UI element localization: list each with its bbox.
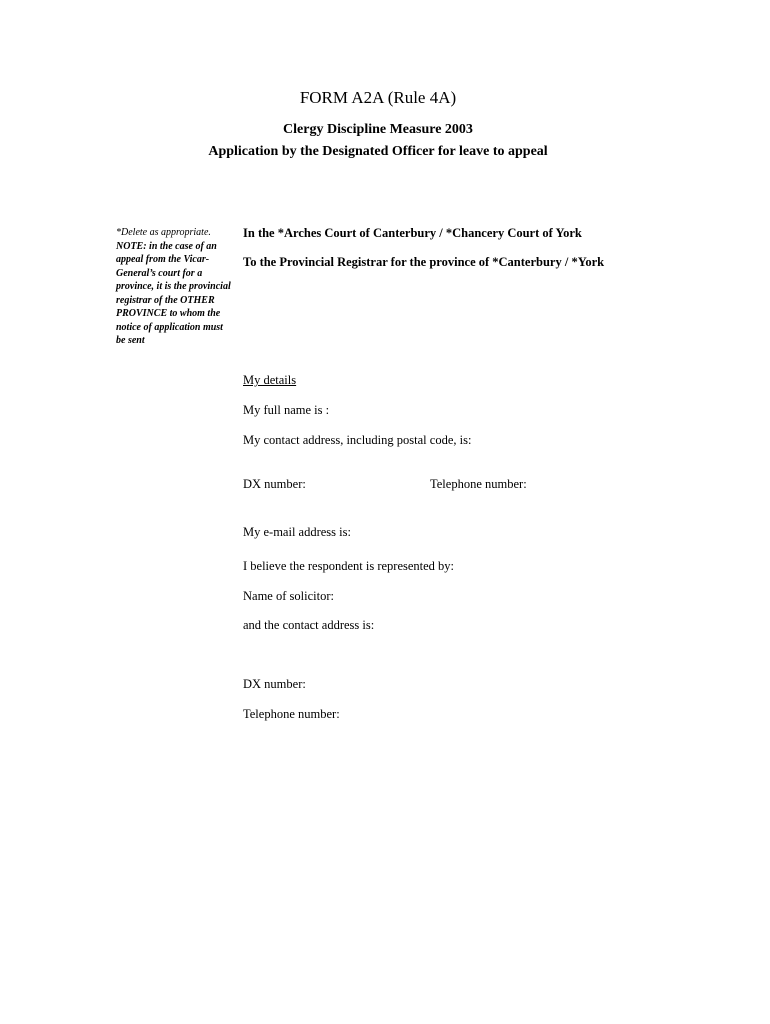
measure-title: Clergy Discipline Measure 2003: [283, 122, 473, 137]
solicitor-name-label: Name of solicitor:: [243, 589, 334, 603]
dx-number-label: DX number:: [243, 477, 306, 491]
application-title: Application by the Designated Officer for leave to appeal: [208, 144, 548, 159]
registrar-line: To the Provincial Registrar for the province of *Canterbury / *York: [243, 255, 605, 269]
province-note: NOTE: in the case of an appeal from the Vicar-General’s court for a province, it is the provincial registrar of the OTHER PROVINCE to whom the notice of application must be sent: [116, 240, 231, 346]
telephone-label: Telephone number:: [430, 477, 527, 491]
solicitor-address-label: and the contact address is:: [243, 618, 375, 632]
solicitor-dx-label: DX number:: [243, 677, 306, 691]
form-title: FORM A2A (Rule 4A): [299, 88, 457, 107]
solicitor-telephone-label: Telephone number:: [243, 707, 340, 721]
court-line: In the *Arches Court of Canterbury / *Chancery Court of York: [243, 226, 582, 240]
my-details-heading: My details: [243, 373, 297, 387]
side-note: [116, 226, 232, 348]
contact-address-label: My contact address, including postal code, is:: [243, 433, 472, 447]
full-name-label: My full name is :: [243, 403, 330, 417]
respondent-represented-label: I believe the respondent is represented by:: [243, 559, 455, 573]
email-label: My e-mail address is:: [243, 525, 351, 539]
delete-note: *Delete as appropriate.: [116, 227, 211, 238]
